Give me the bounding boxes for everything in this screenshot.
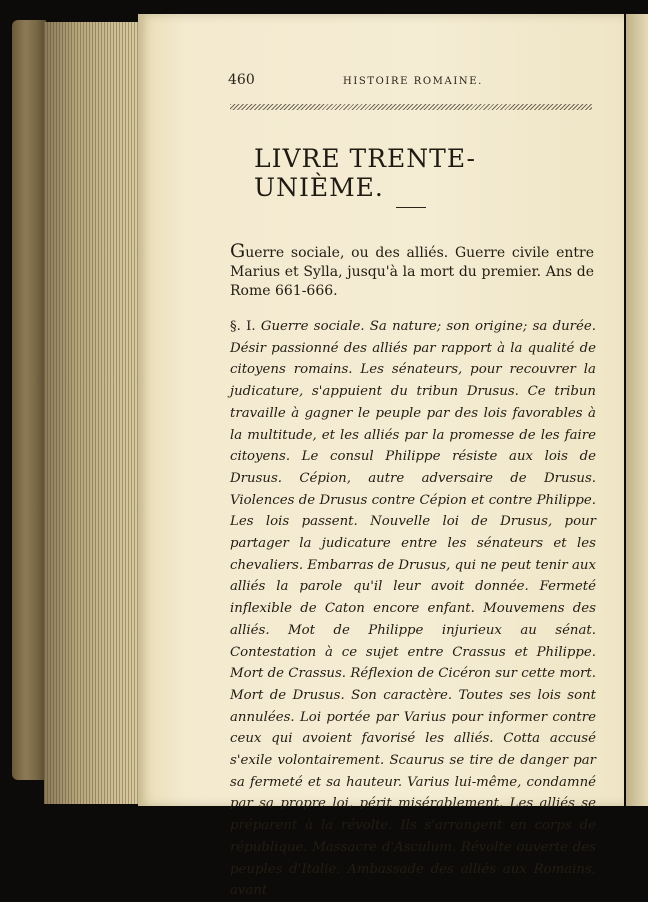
book-page	[138, 14, 624, 899]
chapter-title: LIVRE TRENTE-UNIÈME.	[254, 144, 477, 202]
header-rule	[230, 104, 592, 110]
section-marker: §. I.	[230, 319, 256, 334]
page-edges	[44, 22, 140, 804]
running-head: HISTOIRE ROMAINE.	[343, 76, 483, 87]
summary-dropcap: G	[230, 240, 246, 262]
facing-page-edge	[626, 14, 648, 806]
section-text: Guerre sociale. Sa nature; son origine; sa durée. Désir passionné des alliés par rapport à la qualité de citoyens romains. Les sénateurs, pour recouvrer la judicature, s'appuient du tribun Drusus. Ce tribun travaille à gagner le peuple par des lois favorables à la multitude, et les alliés par la promesse de les faire citoyens. Le consul Philippe résiste aux lois de Drusus. Cépion, autre adversaire de Drusus. Violences de Drusus contre Cépion et contre Philippe. Les lois passent. Nouvelle loi de Drusus, pour partager la judicature entre les sénateurs et les chevaliers. Embarras de Drusus, qui ne peut tenir aux alliés la parole qu'il leur avoit donnée. Fermeté inflexible de Caton encore enfant. Mouvemens des alliés. Mot de Philippe injurieux au sénat. Contestation à ce sujet entre Crassus et Philippe. Mort de Crassus. Réflexion de Cicéron sur cette mort. Mort de Drusus. Son caractère. Toutes ses lois sont annulées. Loi portée par Varius pour informer contre ceux qui avoient favorisé les alliés. Cotta accusé s'exile volontairement. Scaurus se tire de danger par sa fermeté et sa hauteur. Varius lui-même, condamné par sa propre loi, périt misérablement. Les alliés se préparent à la révolte. Ils s'arrangent en corps de république. Massacre d'Asculum. Révolte ouverte des peuples d'Italie. Ambassade des alliés aux Romains, avant	[230, 319, 596, 899]
book-spine	[12, 20, 46, 780]
title-dash	[396, 207, 426, 208]
page-number: 460	[228, 72, 255, 88]
summary-text: uerre sociale, ou des alliés. Guerre civile entre Marius et Sylla, jusqu'à la mort du premier. Ans de Rome 661-666.	[230, 245, 594, 299]
chapter-summary	[230, 242, 594, 301]
section-1	[230, 316, 596, 902]
